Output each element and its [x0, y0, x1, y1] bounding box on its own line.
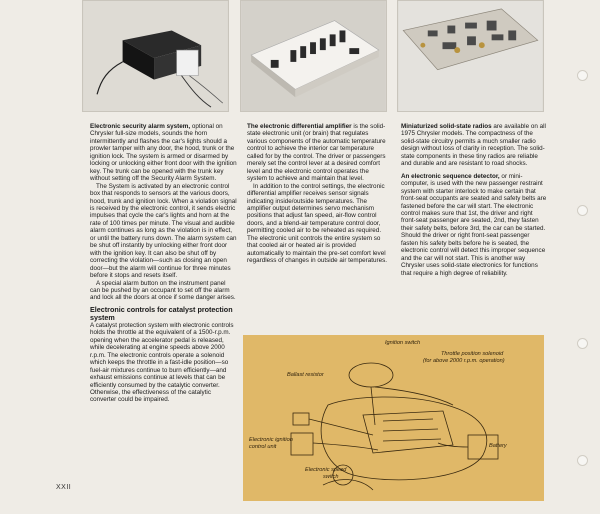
radio-paragraph — [401, 123, 547, 168]
label-ignition-switch: Ignition switch — [385, 340, 421, 346]
column-security-alarm — [90, 123, 237, 404]
amplifier-paragraph-2: In addition to the control settings, the electronic differential amplifier receives sensor signals indicating inside/outside temperatures. The amplifier output determines servo mechanism positions that adjust fan speed, air-flow control doors, and a blend-air temperature control door, permitting cooled air to be reheated as required. The electronic unit controls the entire system so that cooled air or heated air is provided automatically to maintain the pre-set comfort level regardless of changes in outside air temperatures. — [247, 182, 388, 265]
amplifier-text-1: is the solid-state electronic unit (or brain) that regulates various components of the automatic temperature control to achieve the interior car temperature called for by the control. The driver or passengers merely set the control lever at a desired comfort level and the electronic control operates the system to achieve and maintain that level. — [247, 123, 386, 183]
sequence-paragraph — [401, 173, 547, 277]
label-ignition-control-1: Electronic ignition — [249, 437, 293, 443]
differential-amplifier-photo — [240, 0, 387, 112]
engine-electronics-diagram — [243, 335, 544, 501]
alarm-paragraph-3: A special alarm button on the instrument panel can be pushed by an occupant to set off the alarm and lock all the doors at once if some danger arises. — [90, 279, 236, 302]
label-throttle-solenoid: Throttle position solenoid — [441, 351, 504, 357]
binder-hole-1 — [577, 70, 588, 81]
alarm-text-1: optional on Chrysler full-size models, sounds the horn intermittently and flashes the car's lights should a prowler tamper with any door, the hood, trunk or the ignition lock. The system is armed or disarmed by locking or unlocking either front door with the ignition key. The trunk can be opened with the trunk key without setting off the Security Alarm System. — [90, 123, 237, 183]
binder-hole-3 — [577, 338, 588, 349]
alarm-lead: Electronic security alarm system, — [90, 123, 191, 130]
label-battery: Battery — [489, 443, 507, 449]
sequence-lead: An electronic sequence detector, — [401, 172, 500, 180]
amplifier-board-illustration — [241, 1, 386, 111]
radio-text: are available on all 1975 Chrysler models. The compactness of the solid-state circuitry permits a much smaller radio design without loss of clarity in reception. The solid-state components in these tiny radios are reliable and durable and are resistant to road shocks. — [401, 123, 546, 168]
binder-hole-4 — [577, 455, 588, 466]
amplifier-lead: The electronic differential amplifier — [247, 123, 352, 130]
radio-lead: Miniaturized solid-state radios — [401, 123, 492, 130]
alarm-system-photo — [82, 0, 229, 112]
alarm-paragraph-2: The System is activated by an electronic control box that responds to sensors at the various doors, hood, trunk and ignition lock. When a violation signal is received by the electronic control, it sends electric impulses that cycle the car's lights and horn at the rate of 100 times per minute. The visual and audible alarm continues as long as the violation is in effect, or until the battery runs down. The alarm system can be shut off instantly by unlocking either front door with the ignition key. It can also be shut off by correcting the violation—such as closing an open door—but the alarm will continue for three minutes before it stops and resets itself. — [90, 182, 237, 280]
label-ignition-control-2: control unit — [249, 444, 277, 450]
binder-hole-2 — [577, 205, 588, 216]
column-differential-amplifier — [247, 123, 390, 265]
radio-board-illustration — [398, 1, 543, 111]
page-number: XXII — [56, 484, 72, 491]
amplifier-paragraph-1 — [247, 123, 390, 183]
label-throttle-solenoid-note: (for above 2000 r.p.m. operation) — [423, 358, 505, 364]
sequence-text: or mini-computer, is used with the new passenger restraint system with starter interlock to make certain that front-seat occupants are seated and safety belts are fastened before the car will start. The electronic control makes sure that 1st, the driver and right front-seat passenger are seated, 2nd, they fasten their safety belts, before 3rd, the car can be started. Should the driver or right front-seat passenger fasten his safety belts before he is seated, the electronic control will detect this improper sequence and the car will not start. This is another way Chrysler uses solid-state electronics for functions that require a high degree of reliability. — [401, 172, 547, 277]
label-ballast-resistor: Ballast resistor — [287, 372, 324, 378]
label-speed-switch-2: switch — [323, 474, 339, 480]
label-speed-switch-1: Electronic speed — [305, 467, 347, 473]
alarm-box-illustration — [83, 1, 228, 111]
solid-state-radio-photo — [397, 0, 544, 112]
column-radios-sequence — [401, 123, 547, 277]
catalyst-heading: Electronic controls for catalyst protection system — [90, 304, 233, 322]
catalyst-paragraph: A catalyst protection system with electronic controls holds the throttle at the equivalent of a 1500-r.p.m. opening when the accelerator pedal is released, while decelerating at engine speeds above 2000 r.p.m. The electronic controls operate a solenoid which keeps the throttle in a fast-idle position—so fuel-air mixtures continue to burn efficiently—and exhaust emissions continue at levels that can be efficiently consumed by the catalytic converter. Otherwise, the effectiveness of the catalytic converter could be impaired. — [90, 321, 234, 404]
alarm-paragraph-1 — [90, 123, 237, 183]
